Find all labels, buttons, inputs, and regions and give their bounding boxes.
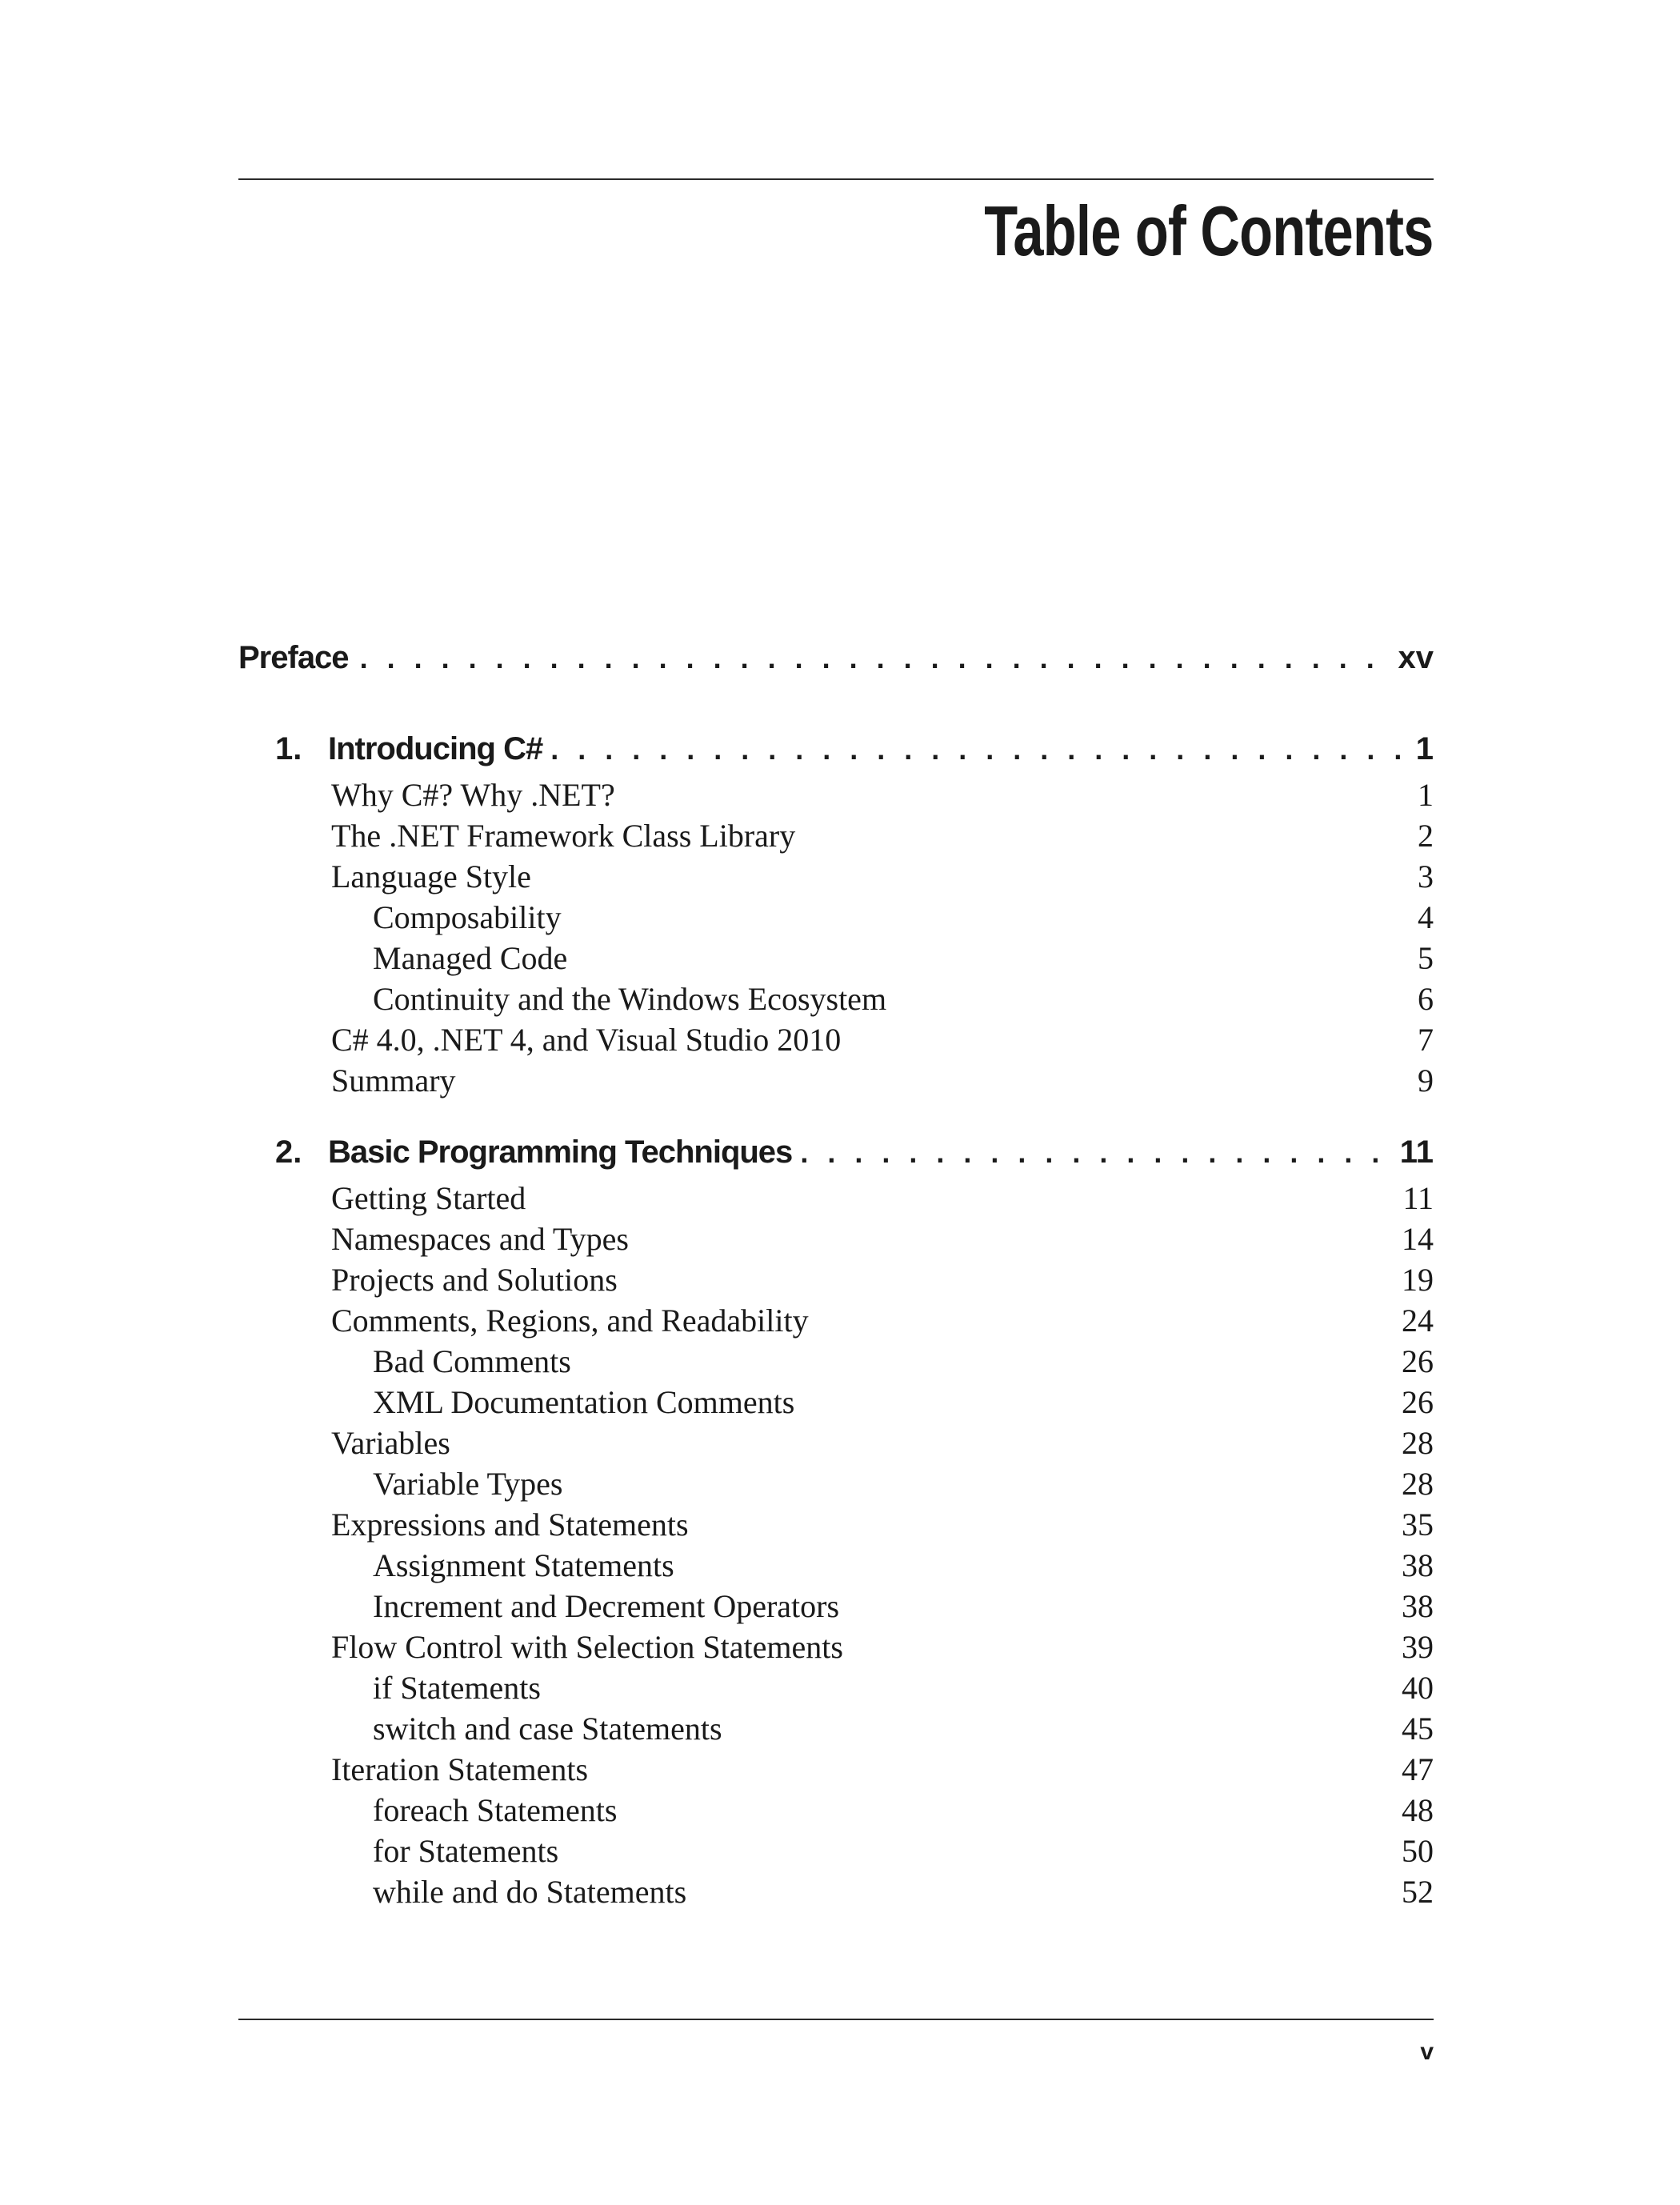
- chapter-page-number: 1: [1415, 731, 1434, 766]
- toc-entry-section[interactable]: [238, 1302, 1434, 1343]
- section-title: Namespaces and Types: [331, 1221, 629, 1257]
- chapter-title: Basic Programming Techniques: [328, 1135, 793, 1170]
- section-page-number: 14: [1402, 1221, 1434, 1257]
- toc-entry-section[interactable]: [238, 1179, 1434, 1220]
- section-title: Flow Control with Selection Statements: [331, 1629, 843, 1665]
- toc-entry-section[interactable]: [238, 1220, 1434, 1261]
- section-title: Managed Code: [373, 940, 568, 976]
- section-title: XML Documentation Comments: [373, 1384, 795, 1420]
- dot-leader: [360, 642, 1387, 675]
- section-page-number: 19: [1402, 1262, 1434, 1298]
- toc-entry-section[interactable]: [238, 939, 1434, 980]
- section-title: Language Style: [331, 858, 531, 894]
- section-title: Variables: [331, 1425, 450, 1461]
- table-of-contents: [238, 640, 1434, 1946]
- section-title: Getting Started: [331, 1180, 526, 1216]
- section-page-number: 26: [1402, 1384, 1434, 1420]
- toc-entry-chapter[interactable]: [238, 731, 1434, 776]
- toc-entry-chapter[interactable]: [238, 1135, 1434, 1179]
- section-page-number: 50: [1402, 1833, 1434, 1869]
- dot-leader: [800, 1136, 1388, 1170]
- section-title: Assignment Statements: [373, 1547, 674, 1583]
- toc-entry-section[interactable]: [238, 1343, 1434, 1383]
- toc-entry-section[interactable]: [238, 1424, 1434, 1465]
- section-title: for Statements: [373, 1833, 559, 1869]
- dot-leader: [550, 733, 1405, 766]
- section-page-number: 1: [1418, 777, 1434, 813]
- section-page-number: 35: [1402, 1507, 1434, 1543]
- top-rule: [238, 178, 1434, 180]
- chapter-number: 2.: [275, 1135, 302, 1170]
- section-title: if Statements: [373, 1670, 541, 1706]
- section-page-number: 38: [1402, 1547, 1434, 1583]
- section-title: Iteration Statements: [331, 1751, 589, 1787]
- section-page-number: 45: [1402, 1711, 1434, 1747]
- toc-entry-section[interactable]: [238, 1873, 1434, 1914]
- section-page-number: 52: [1402, 1874, 1434, 1910]
- section-page-number: 28: [1402, 1466, 1434, 1502]
- section-page-number: 11: [1402, 1180, 1434, 1216]
- section-page-number: 4: [1418, 899, 1434, 935]
- section-title: Variable Types: [373, 1466, 563, 1502]
- section-title: while and do Statements: [373, 1874, 687, 1910]
- section-title: Composability: [373, 899, 562, 935]
- bottom-rule: [238, 2019, 1434, 2020]
- page-title: Table of Contents: [984, 191, 1434, 270]
- toc-entry-section[interactable]: [238, 1710, 1434, 1751]
- toc-entry-section[interactable]: [238, 1465, 1434, 1506]
- section-page-number: 9: [1418, 1062, 1434, 1098]
- section-title: Increment and Decrement Operators: [373, 1588, 840, 1624]
- section-title: Bad Comments: [373, 1343, 571, 1379]
- chapter-title: Introducing C#: [328, 731, 543, 766]
- section-page-number: 5: [1418, 940, 1434, 976]
- section-title: Summary: [331, 1062, 456, 1098]
- toc-entry-section[interactable]: [238, 1547, 1434, 1587]
- section-title: Comments, Regions, and Readability: [331, 1303, 809, 1339]
- section-page-number: 24: [1402, 1303, 1434, 1339]
- toc-entry-section[interactable]: [238, 1383, 1434, 1424]
- preface-title: Preface: [238, 640, 349, 675]
- toc-entry-section[interactable]: [238, 1506, 1434, 1547]
- section-page-number: 47: [1402, 1751, 1434, 1787]
- section-title: foreach Statements: [373, 1792, 618, 1828]
- section-page-number: 7: [1418, 1022, 1434, 1058]
- toc-entry-preface[interactable]: [238, 640, 1434, 685]
- section-title: Projects and Solutions: [331, 1262, 618, 1298]
- chapter-block: [238, 1135, 1434, 1914]
- section-page-number: 26: [1402, 1343, 1434, 1379]
- toc-entry-section[interactable]: [238, 898, 1434, 939]
- section-page-number: 2: [1418, 818, 1434, 854]
- section-title: Why C#? Why .NET?: [331, 777, 615, 813]
- section-page-number: 6: [1418, 981, 1434, 1017]
- chapter-block: [238, 731, 1434, 1102]
- section-page-number: 39: [1402, 1629, 1434, 1665]
- toc-entry-section[interactable]: [238, 1669, 1434, 1710]
- toc-entry-section[interactable]: [238, 1832, 1434, 1873]
- section-title: Expressions and Statements: [331, 1507, 689, 1543]
- section-title: switch and case Statements: [373, 1711, 722, 1747]
- toc-entry-section[interactable]: [238, 1791, 1434, 1832]
- toc-entry-section[interactable]: [238, 1021, 1434, 1062]
- toc-entry-section[interactable]: [238, 776, 1434, 817]
- section-page-number: 28: [1402, 1425, 1434, 1461]
- toc-entry-section[interactable]: [238, 1261, 1434, 1302]
- section-title: C# 4.0, .NET 4, and Visual Studio 2010: [331, 1022, 842, 1058]
- page-folio: v: [1420, 2039, 1434, 2065]
- section-page-number: 38: [1402, 1588, 1434, 1624]
- preface-page-number: xv: [1398, 640, 1434, 675]
- toc-entry-section[interactable]: [238, 980, 1434, 1021]
- toc-entry-section[interactable]: [238, 1628, 1434, 1669]
- section-page-number: 3: [1418, 858, 1434, 894]
- section-page-number: 48: [1402, 1792, 1434, 1828]
- section-page-number: 40: [1402, 1670, 1434, 1706]
- toc-entry-section[interactable]: [238, 858, 1434, 898]
- toc-entry-section[interactable]: [238, 1062, 1434, 1102]
- toc-entry-section[interactable]: [238, 1587, 1434, 1628]
- section-title: Continuity and the Windows Ecosystem: [373, 981, 887, 1017]
- chapter-list: [238, 731, 1434, 1914]
- toc-entry-section[interactable]: [238, 817, 1434, 858]
- toc-entry-section[interactable]: [238, 1751, 1434, 1791]
- chapter-number: 1.: [275, 731, 302, 766]
- section-title: The .NET Framework Class Library: [331, 818, 796, 854]
- chapter-page-number: 11: [1399, 1135, 1434, 1170]
